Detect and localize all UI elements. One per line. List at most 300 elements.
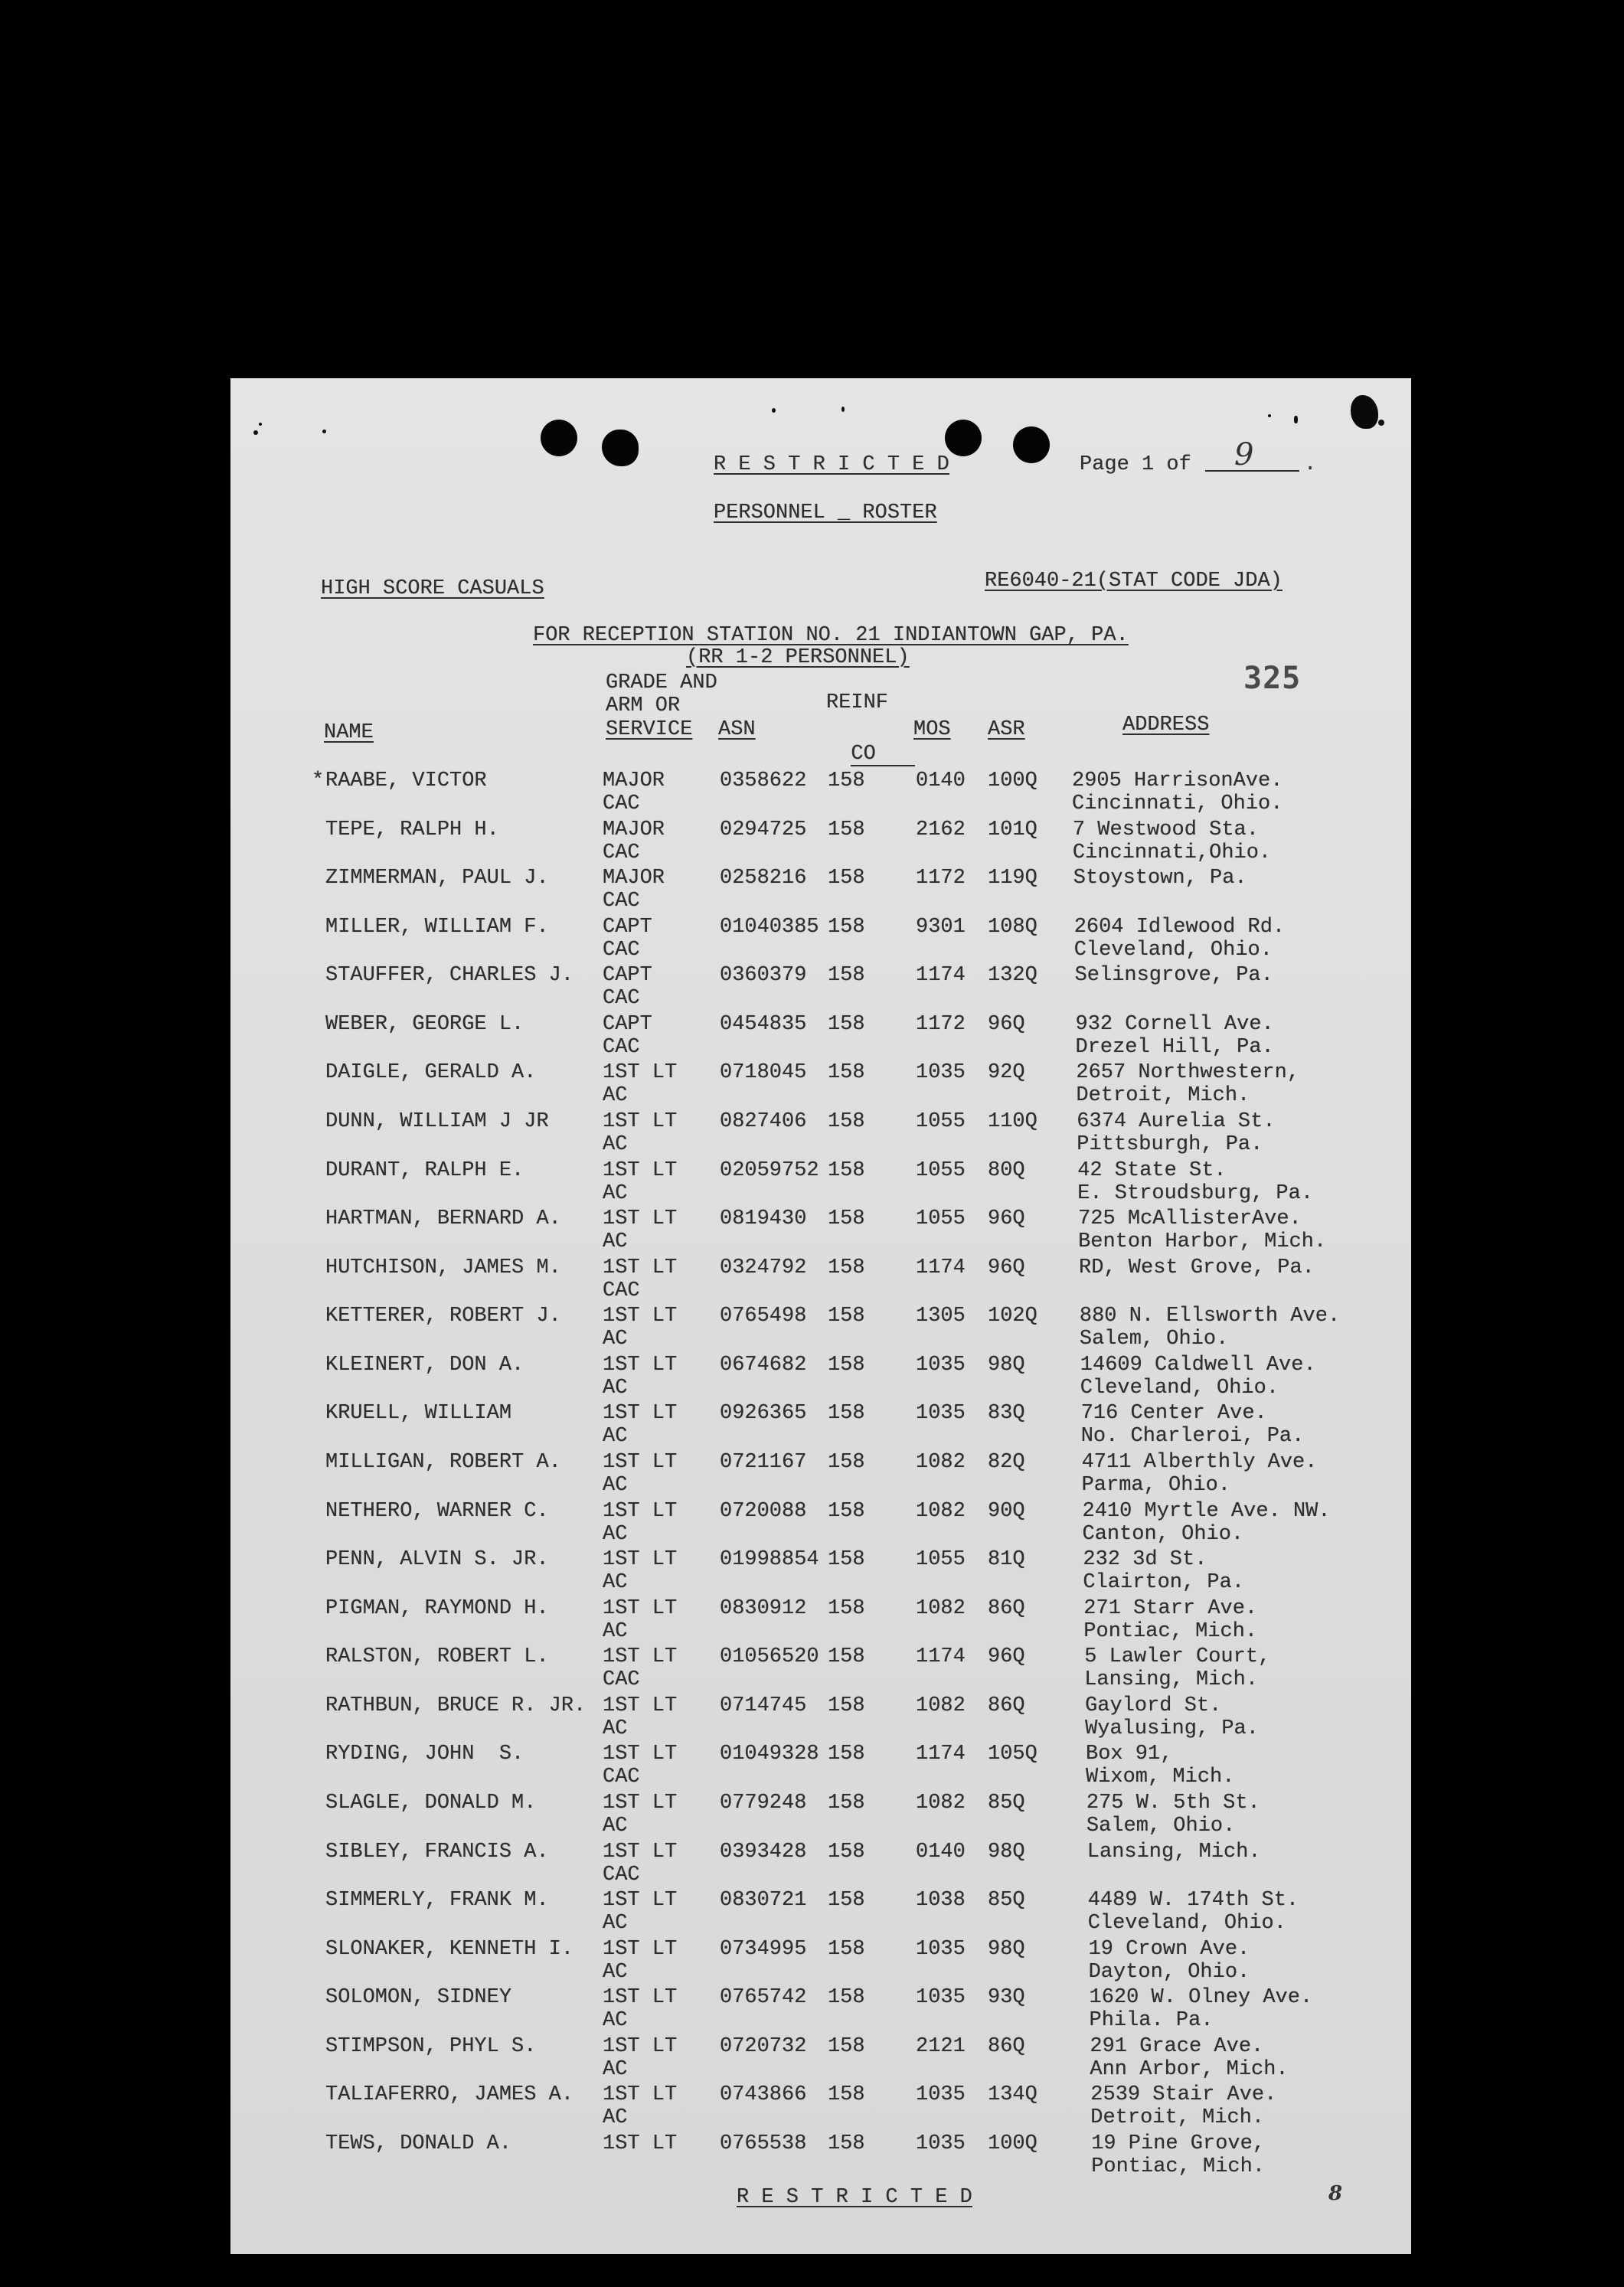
roster-address-line2: Cleveland, Ohio. <box>1080 1376 1279 1400</box>
roster-branch: AC <box>603 1132 628 1156</box>
roster-asn: 0720732 <box>720 2034 807 2058</box>
roster-mos: 1055 <box>916 1109 966 1133</box>
roster-asr: 86Q <box>988 1596 1025 1620</box>
station-subtitle: (RR 1-2 PERSONNEL) <box>686 646 910 669</box>
roster-mos: 1082 <box>916 1499 966 1523</box>
ink-speck <box>841 407 845 412</box>
roster-address-line2: Lansing, Mich. <box>1084 1668 1259 1692</box>
roster-branch: AC <box>603 1376 628 1400</box>
roster-grade: 1ST LT <box>603 1840 678 1864</box>
roster-grade: 1ST LT <box>603 1402 678 1426</box>
ink-speck <box>259 423 262 426</box>
roster-reinf-co: 158 <box>828 2083 865 2107</box>
roster-asr: 134Q <box>988 2083 1037 2107</box>
roster-asr: 98Q <box>988 1937 1025 1961</box>
roster-reinf-co: 158 <box>828 769 865 792</box>
roster-reinf-co: 158 <box>828 1499 865 1523</box>
roster-name: TALIAFERRO, JAMES A. <box>325 2083 574 2107</box>
roster-asr: 110Q <box>988 1109 1037 1133</box>
ink-speck <box>1268 414 1271 417</box>
roster-branch: AC <box>603 1181 628 1205</box>
roster-marker: * <box>312 769 325 792</box>
page-mark: 8 <box>1328 2182 1343 2205</box>
roster-row <box>0 916 1624 963</box>
roster-asn: 0765538 <box>720 2132 807 2155</box>
roster-row <box>0 1645 1624 1693</box>
roster-branch: AC <box>603 2106 628 2130</box>
roster-grade: 1ST LT <box>603 2034 678 2058</box>
roster-address-line1: 19 Pine Grove, <box>1091 2132 1266 2155</box>
roster-address-line1: 291 Grace Ave. <box>1090 2034 1264 2058</box>
roster-asn: 0734995 <box>720 1937 807 1961</box>
roster-address-line1: 42 State St. <box>1077 1158 1227 1182</box>
roster-address-line2: Benton Harbor, Mich. <box>1078 1230 1327 1254</box>
roster-reinf-co: 158 <box>828 1694 865 1717</box>
roster-name: ZIMMERMAN, PAUL J. <box>325 867 549 890</box>
roster-name: HARTMAN, BERNARD A. <box>325 1207 561 1231</box>
roster-mos: 1038 <box>916 1889 966 1913</box>
roster-row <box>0 2083 1624 2131</box>
col-header-reinf-line2-wrap <box>826 720 915 766</box>
roster-asn: 0718045 <box>720 1061 807 1085</box>
roster-name: SOLOMON, SIDNEY <box>325 1986 512 2010</box>
roster-address-line2: Pontiac, Mich. <box>1083 1619 1258 1643</box>
roster-address-line2: Cincinnati,Ohio. <box>1072 841 1272 864</box>
roster-name: KLEINERT, DON A. <box>325 1353 524 1377</box>
roster-row <box>0 1986 1624 2034</box>
punch-hole <box>1013 426 1050 463</box>
roster-grade: 1ST LT <box>603 1305 678 1328</box>
roster-address-line2: Pontiac, Mich. <box>1091 2155 1266 2178</box>
roster-branch: AC <box>603 1425 628 1449</box>
roster-name: KETTERER, ROBERT J. <box>325 1305 561 1328</box>
group-title: HIGH SCORE CASUALS <box>321 577 544 600</box>
col-header-asn: ASN <box>718 718 756 741</box>
roster-address-line1: 4711 Alberthly Ave. <box>1081 1450 1318 1474</box>
col-header-mos: MOS <box>913 718 951 741</box>
roster-address-line2: Detroit, Mich. <box>1090 2106 1265 2130</box>
roster-row <box>0 867 1624 914</box>
roster-grade: 1ST LT <box>603 1109 678 1133</box>
roster-branch: CAC <box>603 1863 640 1887</box>
roster-asr: 108Q <box>988 915 1037 939</box>
roster-asr: 86Q <box>988 2034 1025 2058</box>
roster-grade: 1ST LT <box>603 1158 678 1182</box>
roster-row <box>0 1110 1624 1158</box>
roster-address-line2: Cleveland, Ohio. <box>1073 938 1273 962</box>
roster-address-line1: 6374 Aurelia St. <box>1077 1109 1276 1133</box>
stamp-number: 325 <box>1243 661 1302 696</box>
roster-mos: 9301 <box>916 915 966 939</box>
roster-asr: 100Q <box>988 769 1037 792</box>
roster-address-line1: Box 91, <box>1086 1743 1173 1766</box>
roster-grade: 1ST LT <box>603 1207 678 1231</box>
roster-address-line1: 14609 Caldwell Ave. <box>1080 1353 1316 1377</box>
roster-name: NETHERO, WARNER C. <box>325 1499 549 1523</box>
page-number-underline <box>1205 470 1299 472</box>
roster-branch: AC <box>603 1814 628 1838</box>
ink-speck <box>253 430 258 435</box>
roster-asr: 93Q <box>988 1986 1025 2010</box>
roster-mos: 1035 <box>916 1353 966 1377</box>
roster-address-line2: Pittsburgh, Pa. <box>1077 1132 1263 1156</box>
roster-reinf-co: 158 <box>828 1743 865 1766</box>
roster-reinf-co: 158 <box>828 1548 865 1572</box>
roster-address-line2: Canton, Ohio. <box>1082 1522 1244 1546</box>
roster-reinf-co: 158 <box>828 867 865 890</box>
roster-asn: 0454835 <box>720 1012 807 1036</box>
roster-address-line2: Wyalusing, Pa. <box>1085 1717 1259 1740</box>
roster-row <box>0 2035 1624 2083</box>
roster-branch: AC <box>603 2057 628 2081</box>
roster-mos: 1035 <box>916 1937 966 1961</box>
roster-grade: CAPT <box>603 964 652 988</box>
roster-mos: 1174 <box>916 964 966 988</box>
roster-branch: CAC <box>603 1668 640 1692</box>
roster-asr: 101Q <box>988 818 1037 841</box>
roster-row <box>0 1597 1624 1645</box>
roster-asr: 81Q <box>988 1548 1025 1572</box>
roster-row <box>0 1792 1624 1839</box>
roster-mos: 0140 <box>916 1840 966 1864</box>
roster-row <box>0 1013 1624 1060</box>
roster-address-line2: Phila. Pa. <box>1089 2009 1214 2033</box>
roster-asr: 90Q <box>988 1499 1025 1523</box>
roster-address-line1: 725 McAllisterAve. <box>1078 1207 1302 1231</box>
roster-grade: 1ST LT <box>603 1499 678 1523</box>
roster-asn: 0393428 <box>720 1840 807 1864</box>
roster-name: TEPE, RALPH H. <box>325 818 499 841</box>
roster-address-line2: Detroit, Mich. <box>1076 1084 1250 1108</box>
roster-name: WEBER, GEORGE L. <box>325 1012 524 1036</box>
roster-grade: MAJOR <box>603 769 665 792</box>
roster-grade: 1ST LT <box>603 1694 678 1717</box>
roster-reinf-co: 158 <box>828 964 865 988</box>
roster-address-line1: Stoystown, Pa. <box>1073 867 1247 890</box>
page-number-period: . <box>1304 453 1317 476</box>
roster-mos: 1055 <box>916 1158 966 1182</box>
roster-asr: 96Q <box>988 1207 1025 1231</box>
roster-row <box>0 1548 1624 1596</box>
col-header-grade-line3: SERVICE <box>606 718 693 741</box>
roster-grade: 1ST LT <box>603 1743 678 1766</box>
roster-row <box>0 1500 1624 1547</box>
roster-reinf-co: 158 <box>828 1207 865 1231</box>
roster-branch: CAC <box>603 938 640 962</box>
roster-asn: 0294725 <box>720 818 807 841</box>
roster-name: RALSTON, ROBERT L. <box>325 1645 549 1669</box>
ink-speck <box>1378 420 1384 426</box>
roster-branch: CAC <box>603 890 640 913</box>
roster-row <box>0 1159 1624 1207</box>
roster-branch: CAC <box>603 841 640 864</box>
roster-row <box>0 769 1624 817</box>
roster-name: MILLER, WILLIAM F. <box>325 915 549 939</box>
roster-grade: 1ST LT <box>603 2132 678 2155</box>
roster-address-line1: 232 3d St. <box>1083 1548 1207 1572</box>
roster-mos: 1172 <box>916 867 966 890</box>
roster-asn: 0830721 <box>720 1889 807 1913</box>
roster-reinf-co: 158 <box>828 1596 865 1620</box>
roster-reinf-co: 158 <box>828 1840 865 1864</box>
roster-address-line2: Cincinnati, Ohio. <box>1072 792 1283 815</box>
roster-asn: 0765742 <box>720 1986 807 2010</box>
roster-asn: 01049328 <box>720 1743 819 1766</box>
roster-asn: 02059752 <box>720 1158 819 1182</box>
roster-name: PENN, ALVIN S. JR. <box>325 1548 549 1572</box>
roster-reinf-co: 158 <box>828 1986 865 2010</box>
roster-asr: 96Q <box>988 1012 1025 1036</box>
roster-row <box>0 1061 1624 1109</box>
roster-asr: 82Q <box>988 1450 1025 1474</box>
roster-address-line1: 2657 Northwestern, <box>1076 1061 1300 1085</box>
ink-speck <box>1294 416 1298 423</box>
roster-mos: 1035 <box>916 2083 966 2107</box>
roster-branch: CAC <box>603 1766 640 1789</box>
roster-address-line2: Parma, Ohio. <box>1081 1473 1231 1497</box>
roster-address-line2: Clairton, Pa. <box>1083 1571 1245 1595</box>
col-header-reinf-line2: CO <box>851 744 915 766</box>
roster-name: HUTCHISON, JAMES M. <box>325 1256 561 1279</box>
roster-name: STIMPSON, PHYL S. <box>325 2034 537 2058</box>
roster-address-line1: RD, West Grove, Pa. <box>1079 1256 1315 1279</box>
roster-grade: MAJOR <box>603 818 665 841</box>
roster-grade: 1ST LT <box>603 1061 678 1085</box>
roster-grade: CAPT <box>603 1012 652 1036</box>
roster-grade: MAJOR <box>603 867 665 890</box>
roster-asn: 0360379 <box>720 964 807 988</box>
roster-branch: CAC <box>603 792 640 815</box>
roster-row <box>0 1938 1624 1985</box>
roster-name: DUNN, WILLIAM J JR <box>325 1109 549 1133</box>
roster-asn: 0674682 <box>720 1353 807 1377</box>
roster-address-line1: Selinsgrove, Pa. <box>1074 964 1273 988</box>
roster-mos: 1174 <box>916 1645 966 1669</box>
roster-row <box>0 1354 1624 1401</box>
roster-reinf-co: 158 <box>828 915 865 939</box>
roster-branch: AC <box>603 1230 628 1254</box>
roster-name: DURANT, RALPH E. <box>325 1158 524 1182</box>
stat-code: RE6040-21(STAT CODE JDA) <box>985 570 1283 593</box>
roster-asn: 0743866 <box>720 2083 807 2107</box>
roster-address-line1: 7 Westwood Sta. <box>1072 818 1259 841</box>
roster-address-line1: 2905 HarrisonAve. <box>1072 769 1283 792</box>
roster-mos: 1055 <box>916 1548 966 1572</box>
roster-asn: 0324792 <box>720 1256 807 1279</box>
roster-asr: 132Q <box>988 964 1037 988</box>
page-label: Page 1 of <box>1080 453 1191 476</box>
roster-reinf-co: 158 <box>828 1353 865 1377</box>
roster-address-line1: 932 Cornell Ave. <box>1075 1012 1274 1036</box>
roster-asr: 96Q <box>988 1256 1025 1279</box>
roster-address-line2: Cleveland, Ohio. <box>1087 1912 1286 1936</box>
roster-address-line2: Ann Arbor, Mich. <box>1090 2057 1289 2081</box>
roster-mos: 1035 <box>916 1061 966 1085</box>
roster-name: SIMMERLY, FRANK M. <box>325 1889 549 1913</box>
roster-asr: 119Q <box>988 867 1037 890</box>
roster-title: PERSONNEL _ ROSTER <box>714 502 937 524</box>
roster-branch: AC <box>603 1522 628 1546</box>
roster-mos: 2121 <box>916 2034 966 2058</box>
punch-hole <box>541 420 577 456</box>
roster-row <box>0 1305 1624 1352</box>
ink-speck <box>772 408 776 413</box>
roster-address-line1: 880 N. Ellsworth Ave. <box>1079 1305 1341 1328</box>
roster-name: MILLIGAN, ROBERT A. <box>325 1450 561 1474</box>
roster-address-line1: 2410 Myrtle Ave. NW. <box>1082 1499 1331 1523</box>
roster-asn: 0714745 <box>720 1694 807 1717</box>
roster-name: SLONAKER, KENNETH I. <box>325 1937 574 1961</box>
roster-asn: 01998854 <box>720 1548 819 1572</box>
roster-asr: 80Q <box>988 1158 1025 1182</box>
roster-address-line1: 716 Center Ave. <box>1080 1402 1267 1426</box>
roster-row <box>0 1207 1624 1255</box>
roster-reinf-co: 158 <box>828 1109 865 1133</box>
roster-reinf-co: 158 <box>828 2132 865 2155</box>
col-header-name: NAME <box>324 721 374 744</box>
roster-mos: 1035 <box>916 1402 966 1426</box>
roster-name: TEWS, DONALD A. <box>325 2132 512 2155</box>
roster-reinf-co: 158 <box>828 2034 865 2058</box>
roster-grade: 1ST LT <box>603 1986 678 2010</box>
roster-row <box>0 818 1624 866</box>
roster-name: RAABE, VICTOR <box>325 769 487 792</box>
roster-name: RYDING, JOHN S. <box>325 1743 524 1766</box>
roster-branch: CAC <box>603 1035 640 1059</box>
roster-address-line2: Wixom, Mich. <box>1086 1766 1235 1789</box>
roster-branch: AC <box>603 2009 628 2033</box>
roster-address-line2: No. Charleroi, Pa. <box>1080 1425 1305 1449</box>
roster-asn: 0827406 <box>720 1109 807 1133</box>
roster-grade: 1ST LT <box>603 1791 678 1815</box>
roster-asr: 105Q <box>988 1743 1037 1766</box>
roster-branch: AC <box>603 1619 628 1643</box>
roster-grade: CAPT <box>603 915 652 939</box>
roster-branch: AC <box>603 1328 628 1351</box>
roster-address-line2: Dayton, Ohio. <box>1088 1960 1250 1984</box>
roster-branch: AC <box>603 1912 628 1936</box>
roster-asr: 86Q <box>988 1694 1025 1717</box>
roster-address-line1: 2539 Stair Ave. <box>1090 2083 1277 2107</box>
roster-row <box>0 1256 1624 1304</box>
roster-address-line2: E. Stroudsburg, Pa. <box>1077 1181 1314 1205</box>
roster-address-line1: Gaylord St. <box>1085 1694 1222 1717</box>
roster-name: SIBLEY, FRANCIS A. <box>325 1840 549 1864</box>
roster-branch: AC <box>603 1717 628 1740</box>
roster-address-line1: 271 Starr Ave. <box>1083 1596 1258 1620</box>
roster-asr: 98Q <box>988 1840 1025 1864</box>
roster-grade: 1ST LT <box>603 2083 678 2107</box>
roster-grade: 1ST LT <box>603 1256 678 1279</box>
roster-row <box>0 1743 1624 1790</box>
roster-row <box>0 1402 1624 1449</box>
roster-branch: AC <box>603 1571 628 1595</box>
roster-address-line2: Drezel Hill, Pa. <box>1075 1035 1274 1059</box>
roster-name: KRUELL, WILLIAM <box>325 1402 512 1426</box>
roster-asr: 83Q <box>988 1402 1025 1426</box>
roster-address-line1: 5 Lawler Court, <box>1084 1645 1271 1669</box>
ink-speck <box>322 430 326 433</box>
roster-name: SLAGLE, DONALD M. <box>325 1791 537 1815</box>
roster-reinf-co: 158 <box>828 1889 865 1913</box>
roster-mos: 0140 <box>916 769 966 792</box>
roster-branch: CAC <box>603 987 640 1011</box>
roster-mos: 1035 <box>916 1986 966 2010</box>
roster-mos: 1082 <box>916 1694 966 1717</box>
roster-reinf-co: 158 <box>828 818 865 841</box>
roster-asr: 92Q <box>988 1061 1025 1085</box>
roster-asn: 0926365 <box>720 1402 807 1426</box>
roster-asr: 85Q <box>988 1791 1025 1815</box>
roster-mos: 1082 <box>916 1596 966 1620</box>
roster-asn: 0830912 <box>720 1596 807 1620</box>
roster-asn: 0358622 <box>720 769 807 792</box>
roster-grade: 1ST LT <box>603 1596 678 1620</box>
roster-reinf-co: 158 <box>828 1645 865 1669</box>
roster-asr: 98Q <box>988 1353 1025 1377</box>
roster-grade: 1ST LT <box>603 1450 678 1474</box>
col-header-grade-line2: ARM OR <box>606 694 681 717</box>
roster-asn: 01040385 <box>720 915 819 939</box>
roster-reinf-co: 158 <box>828 1061 865 1085</box>
col-header-address: ADDRESS <box>1122 714 1210 737</box>
roster-asr: 102Q <box>988 1305 1037 1328</box>
roster-asr: 100Q <box>988 2132 1037 2155</box>
roster-name: STAUFFER, CHARLES J. <box>325 964 574 988</box>
roster-asn: 01056520 <box>720 1645 819 1669</box>
roster-asn: 0721167 <box>720 1450 807 1474</box>
roster-reinf-co: 158 <box>828 1305 865 1328</box>
roster-mos: 1174 <box>916 1743 966 1766</box>
roster-branch: AC <box>603 1084 628 1108</box>
roster-mos: 1055 <box>916 1207 966 1231</box>
roster-grade: 1ST LT <box>603 1645 678 1669</box>
roster-asn: 0779248 <box>720 1791 807 1815</box>
roster-address-line1: 19 Crown Ave. <box>1088 1937 1250 1961</box>
restricted-footer: R E S T R I C T E D <box>737 2186 972 2209</box>
roster-reinf-co: 158 <box>828 1791 865 1815</box>
roster-grade: 1ST LT <box>603 1548 678 1572</box>
roster-name: PIGMAN, RAYMOND H. <box>325 1596 549 1620</box>
roster-mos: 1172 <box>916 1012 966 1036</box>
roster-address-line1: Lansing, Mich. <box>1086 1840 1261 1864</box>
roster-branch: CAC <box>603 1279 640 1302</box>
roster-mos: 1174 <box>916 1256 966 1279</box>
roster-address-line1: 2604 Idlewood Rd. <box>1073 915 1286 939</box>
roster-address-line1: 275 W. 5th St. <box>1086 1791 1260 1815</box>
roster-name: DAIGLE, GERALD A. <box>325 1061 537 1085</box>
col-header-grade-line1: GRADE AND <box>606 671 717 694</box>
roster-asr: 96Q <box>988 1645 1025 1669</box>
station-title: FOR RECEPTION STATION NO. 21 INDIANTOWN GAP, PA. <box>533 624 1129 647</box>
roster-name: RATHBUN, BRUCE R. JR. <box>325 1694 587 1717</box>
roster-address-line1: 4489 W. 174th St. <box>1087 1889 1299 1913</box>
roster-mos: 1082 <box>916 1450 966 1474</box>
roster-grade: 1ST LT <box>603 1889 678 1913</box>
roster-mos: 1305 <box>916 1305 966 1328</box>
roster-address-line2: Salem, Ohio. <box>1079 1328 1229 1351</box>
roster-branch: AC <box>603 1960 628 1984</box>
roster-mos: 1082 <box>916 1791 966 1815</box>
punch-hole <box>602 430 639 466</box>
col-header-reinf-line1: REINF <box>826 691 889 714</box>
roster-reinf-co: 158 <box>828 1012 865 1036</box>
roster-branch: AC <box>603 1473 628 1497</box>
roster-row <box>0 1889 1624 1936</box>
roster-reinf-co: 158 <box>828 1937 865 1961</box>
roster-address-line2: Salem, Ohio. <box>1086 1814 1236 1838</box>
roster-row <box>0 2132 1624 2180</box>
